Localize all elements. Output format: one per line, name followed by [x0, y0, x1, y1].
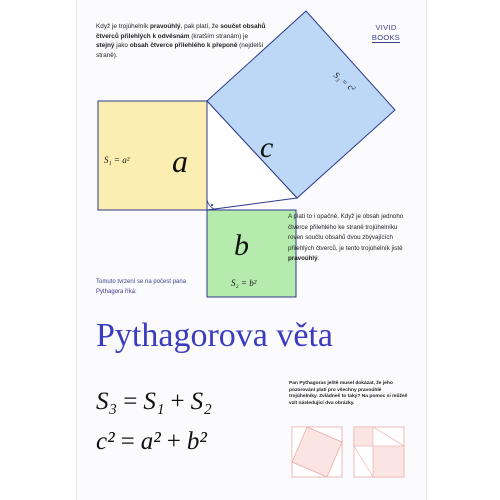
poster-title: Pythagorova věta [96, 317, 333, 354]
right-angle-dot [211, 204, 213, 206]
label-c: c [260, 131, 274, 164]
brand-line-2: BOOKS [371, 33, 401, 42]
attribution-text: Tomuto tvrzení se na počest pana Pythagora říká: [96, 279, 187, 295]
label-b: b [234, 229, 249, 262]
brand-line-1: VIVID [375, 23, 397, 32]
label-a: a [172, 143, 188, 179]
converse-text: A platí to i opačně. Když je obsah jednoho čtverce přilehlého ke straně trojúhelníku roven součtu obsahů dvou zbývajících přilehlých čtverců, je tento trojúhelník jistě pravoúhlý. [288, 213, 404, 263]
proof-diagram-2 [354, 427, 404, 477]
intro-text: Když je trojúhelník pravoúhlý, pak platí, že součet obsahů čtverců přilehlých k odvěsnám (kratším stranám) je stejný jako obsah čtverce přilehlého k přeponě (nejdelší straně). [96, 23, 266, 59]
proof-note: Pan Pythagoras ještě musel dokázat, že jeho pozorování platí pro všechny pravoúhlé trojúhelníky. Zvládneš to taky? Na pomoc si můžeš vzít následující dva obrázky. [289, 381, 408, 406]
area-b-formula: S₂ = b² [231, 278, 257, 288]
area-c-formula: S₃ = c² [331, 69, 358, 94]
equation-areas: S₃ = S₁ + S₂ [96, 388, 212, 415]
area-a-formula: S₁ = a² [104, 155, 130, 165]
proof-diagram-1 [292, 427, 342, 477]
equation-sides: c² = a² + b² [96, 428, 207, 455]
